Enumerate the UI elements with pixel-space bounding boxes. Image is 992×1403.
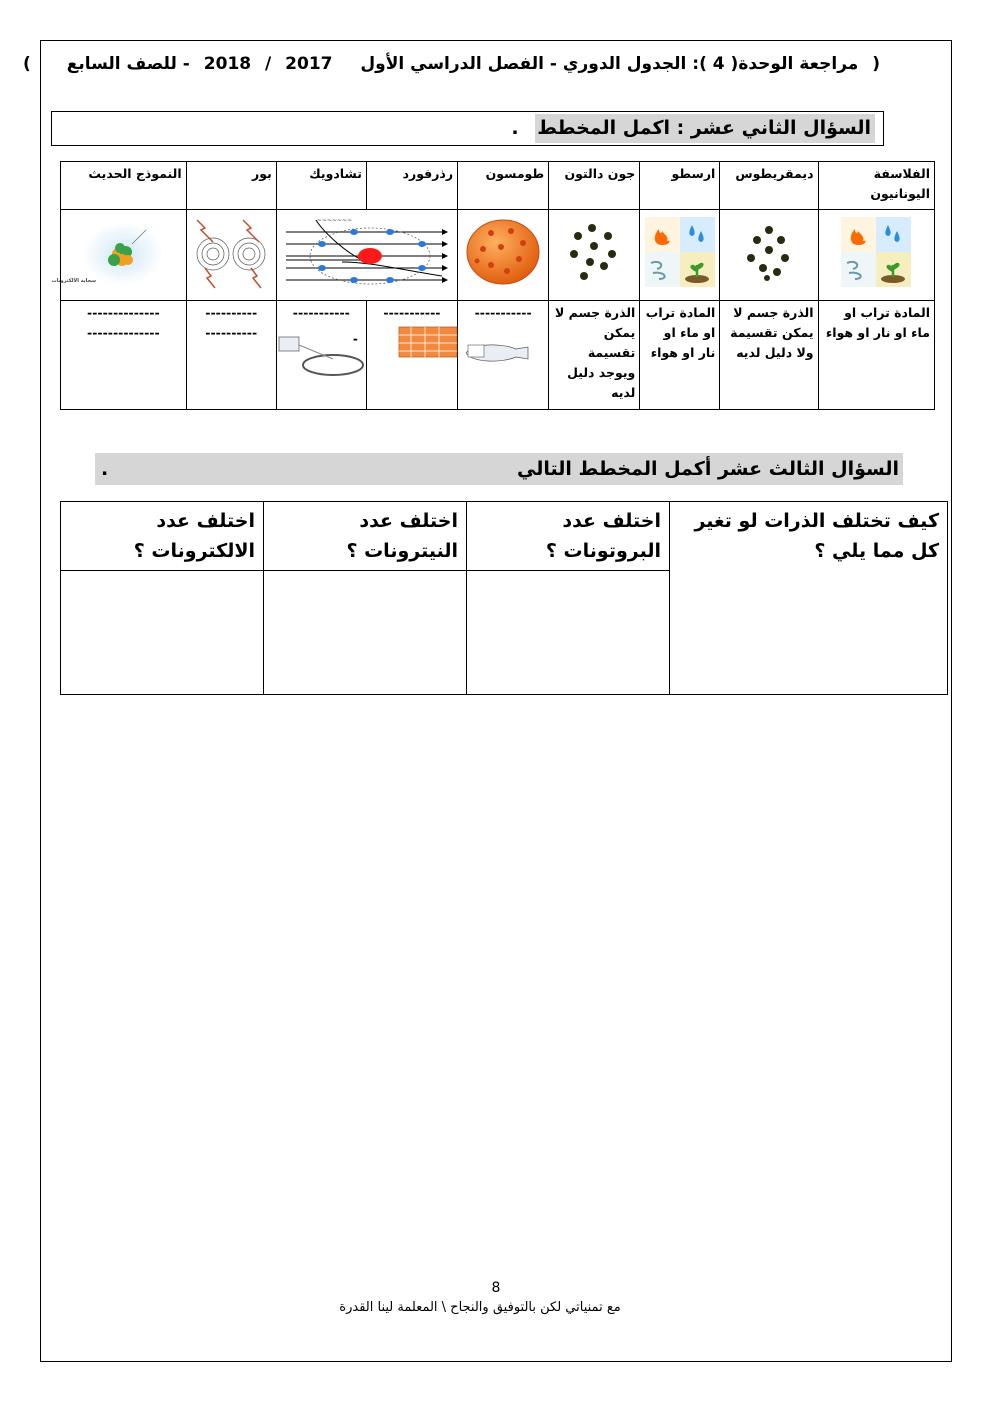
table-description-row: [61, 301, 935, 410]
header-modern-model: النموذج الحديث: [61, 162, 187, 210]
header-open-paren: (: [872, 54, 880, 74]
diff-question-cell: كيف تختلف الذرات لو تغير كل مما يلي ؟: [670, 502, 948, 695]
question-13-title: السؤال الثالث عشر أكمل المخطط التالي: [517, 458, 899, 480]
worksheet-header: [23, 54, 880, 74]
diagram-caption-decor: ~~~~~~~: [316, 217, 352, 224]
photon-left: [197, 220, 213, 242]
diff-electrons-header: اختلف عدد الالكترونات ؟: [61, 502, 264, 571]
four-elements-image-2: [645, 217, 715, 287]
header-aristotle: ارسطو: [640, 162, 720, 210]
atom-differences-table: [60, 501, 948, 695]
cloud-label: سحابة الالكترونات: [52, 278, 97, 284]
header-slash: /: [265, 54, 272, 74]
footer-text: مع تمنياتي لكن بالتوفيق والنجاح \ المعلمة لينا القدرة: [339, 1300, 621, 1315]
desc-greek: المادة تراب او ماء او نار او هواء: [818, 301, 934, 410]
question-12-dot: .: [511, 117, 519, 139]
bohr-spectrum-image: [191, 214, 271, 290]
header-democritus: ديمقريطوس: [720, 162, 818, 210]
electron-cloud-image: [52, 214, 168, 290]
header-bohr: بور: [186, 162, 276, 210]
photon-right-out: [251, 268, 261, 288]
diff-protons-header: اختلف عدد البروتونات ؟: [467, 502, 670, 571]
four-elements-image: [841, 217, 911, 287]
header-review-title: مراجعة الوحدة( 4 ): الجدول الدوري - الفصل الدراسي الأول: [360, 54, 859, 74]
header-greek-philosophers: الفلاسفة اليونانيون: [818, 162, 934, 210]
nucleus: [358, 248, 382, 264]
table-header-row: [61, 162, 935, 210]
thomson-blank: -----------: [474, 305, 532, 320]
header-grade: - للصف السابع: [66, 54, 190, 74]
dalton-image-cell: [549, 210, 640, 301]
particle-dots: [747, 226, 789, 281]
header-rutherford: رذرفورد: [366, 162, 457, 210]
header-thomson: طومسون: [458, 162, 549, 210]
democritus-image-cell: [720, 210, 818, 301]
neutrons-answer-cell[interactable]: [264, 571, 467, 695]
atomic-models-table: [52, 161, 935, 410]
rutherford-blank: -----------: [383, 305, 441, 320]
thomson-image-cell: [458, 210, 549, 301]
chadwick-mark: -: [352, 332, 358, 346]
bohr-blank-2: ----------: [205, 325, 258, 340]
greek-elements-cell: [818, 210, 934, 301]
header-year-1: 2017: [285, 54, 333, 74]
rutherford-chadwick-image-cell: [276, 210, 457, 301]
modern-answer-cell[interactable]: [61, 301, 187, 410]
plum-pudding-image: [463, 217, 543, 287]
protons-answer-cell[interactable]: [467, 571, 670, 695]
question-12-box: [51, 111, 884, 146]
aristotle-image-cell: [640, 210, 720, 301]
positive-sphere: [467, 220, 539, 284]
gold-foil-scattering-image: [282, 210, 452, 294]
desc-democritus: الذرة جسم لا يمكن تقسيمة ولا دليل لديه: [720, 301, 818, 410]
bohr-blank-1: ----------: [205, 305, 258, 320]
desc-aristotle: المادة تراب او ماء او نار او هواء: [640, 301, 720, 410]
arrowheads: [442, 229, 448, 283]
modern-blank-1: --------------: [87, 305, 160, 320]
question-13-title-shade: [95, 453, 903, 485]
alpha-experiment-setup-image: [277, 323, 365, 379]
page-number: 8: [491, 1280, 501, 1296]
question-12-title-shade: [511, 114, 875, 143]
rutherford-answer-cell[interactable]: [366, 301, 457, 410]
water-tile: [876, 217, 911, 252]
table-image-row: [61, 210, 935, 301]
question-13-dot: .: [101, 458, 109, 480]
header-year-2: 2018: [203, 54, 252, 74]
bohr-image-cell: [186, 210, 276, 301]
air-tile: [841, 252, 876, 287]
particles-image: [739, 222, 799, 282]
energy-rings-right: [233, 238, 265, 270]
header-dalton: جون دالتون: [549, 162, 640, 210]
chadwick-answer-cell[interactable]: [276, 301, 366, 410]
diff-header-row: [61, 502, 948, 571]
solid-sphere-particles-image: [564, 222, 624, 282]
chadwick-blank: -----------: [292, 305, 350, 320]
modern-blank-2: --------------: [87, 325, 160, 340]
thomson-answer-cell[interactable]: [458, 301, 549, 410]
header-close-paren: ): [23, 54, 31, 74]
gold-foil-image: [397, 325, 461, 361]
photon-left-out: [205, 268, 215, 288]
bohr-answer-cell[interactable]: [186, 301, 276, 410]
header-chadwick: تشادويك: [276, 162, 366, 210]
modern-model-image-cell: [52, 210, 187, 301]
particle-dots: [570, 224, 616, 280]
desc-dalton: الذرة جسم لا يمكن تقسيمة ويوجد دليل لديه: [549, 301, 640, 410]
diff-neutrons-header: اختلف عدد النيترونات ؟: [264, 502, 467, 571]
thomson-cathode-tube-image: [462, 335, 532, 369]
energy-rings-left: [197, 238, 229, 270]
electrons-answer-cell[interactable]: [61, 571, 264, 695]
question-12-title: السؤال الثاني عشر : اكمل المخطط: [537, 117, 871, 139]
